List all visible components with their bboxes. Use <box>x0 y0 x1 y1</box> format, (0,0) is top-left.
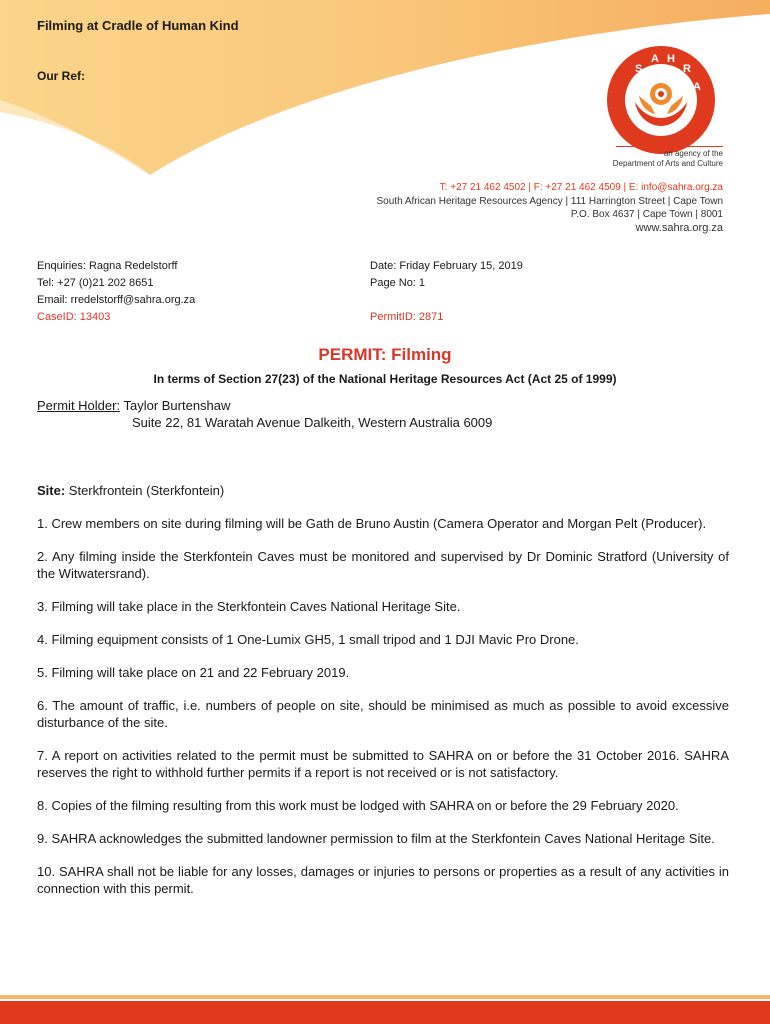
condition-item: 2. Any filming inside the Sterkfontein Caves must be monitored and supervised by Dr Dominic Stratford (University of the Witwatersrand). <box>37 549 729 581</box>
enquiries-block <box>37 258 195 326</box>
site-line <box>37 483 224 498</box>
permit-holder <box>37 397 492 431</box>
agency-line: an agency of the <box>663 149 723 158</box>
enquiries-name: Enquiries: Ragna Redelstorff <box>37 260 178 272</box>
site-value: Sterkfrontein (Sterkfontein) <box>68 483 225 498</box>
contact-phone-email: T: +27 21 462 4502 | F: +27 21 462 4509 | E: info@sahra.org.za <box>439 182 723 193</box>
our-ref-label: Our Ref: <box>37 69 85 83</box>
permit-subtitle: In terms of Section 27(23) of the National Heritage Resources Act (Act 25 of 1999) <box>153 372 617 386</box>
contact-address: South African Heritage Resources Agency | 111 Harrington Street | Cape Town <box>376 195 723 207</box>
svg-text:H: H <box>667 53 675 65</box>
page-number: Page No: 1 <box>370 277 426 289</box>
permit-holder-name: Taylor Burtenshaw <box>123 398 231 413</box>
footer-band <box>0 995 770 1024</box>
permit-conditions <box>37 515 729 913</box>
agency-divider <box>616 146 723 147</box>
document-title: Filming at Cradle of Human Kind <box>37 18 239 33</box>
condition-item: 8. Copies of the filming resulting from this work must be lodged with SAHRA on or before the 29 February 2020. <box>37 798 679 813</box>
condition-item: 7. A report on activities related to the permit must be submitted to SAHRA on or before the 31 October 2016. SAHRA reserves the right to withhold further permits if a report is not received or is not satisfactory. <box>37 748 729 780</box>
agency-line: Department of Arts and Culture <box>612 159 723 168</box>
condition-item: 5. Filming will take place on 21 and 22 February 2019. <box>37 665 350 680</box>
condition-item: 9. SAHRA acknowledges the submitted landowner permission to film at the Sterkfontein Caves National Heritage Site. <box>37 831 715 846</box>
svg-text:A: A <box>651 53 659 65</box>
document-date: Date: Friday February 15, 2019 <box>370 260 523 272</box>
svg-text:A: A <box>693 81 701 93</box>
permit-holder-label: Permit Holder: <box>37 398 121 413</box>
condition-item: 10. SAHRA shall not be liable for any losses, damages or injuries to persons or properties as a result of any activities in connection with this permit. <box>37 864 729 896</box>
permit-id: PermitID: 2871 <box>370 311 444 323</box>
contact-po-box: P.O. Box 4637 | Cape Town | 8001 <box>570 209 723 220</box>
condition-item: 3. Filming will take place in the Sterkfontein Caves National Heritage Site. <box>37 599 461 614</box>
contact-details <box>377 181 724 235</box>
svg-text:S: S <box>635 63 643 75</box>
enquiries-email: Email: rredelstorff@sahra.org.za <box>37 294 196 306</box>
contact-website: www.sahra.org.za <box>635 221 723 234</box>
sahra-logo <box>605 44 717 156</box>
date-block <box>370 258 523 326</box>
enquiries-tel: Tel: +27 (0)21 202 8651 <box>37 277 154 289</box>
site-label: Site: <box>37 483 66 498</box>
permit-holder-address: Suite 22, 81 Waratah Avenue Dalkeith, Western Australia 6009 <box>132 415 493 430</box>
condition-item: 1. Crew members on site during filming will be Gath de Bruno Austin (Camera Operator and Morgan Pelt (Producer). <box>37 516 707 531</box>
svg-text:R: R <box>683 63 691 75</box>
condition-item: 6. The amount of traffic, i.e. numbers of people on site, should be minimised as much as possible to avoid excessive disturbance of the site. <box>37 698 729 730</box>
condition-item: 4. Filming equipment consists of 1 One-Lumix GH5, 1 small tripod and 1 DJI Mavic Pro Drone. <box>37 632 579 647</box>
spacer <box>370 292 523 309</box>
case-id: CaseID: 13403 <box>37 311 111 323</box>
permit-title: PERMIT: Filming <box>318 345 452 364</box>
agency-affiliation <box>613 149 723 169</box>
